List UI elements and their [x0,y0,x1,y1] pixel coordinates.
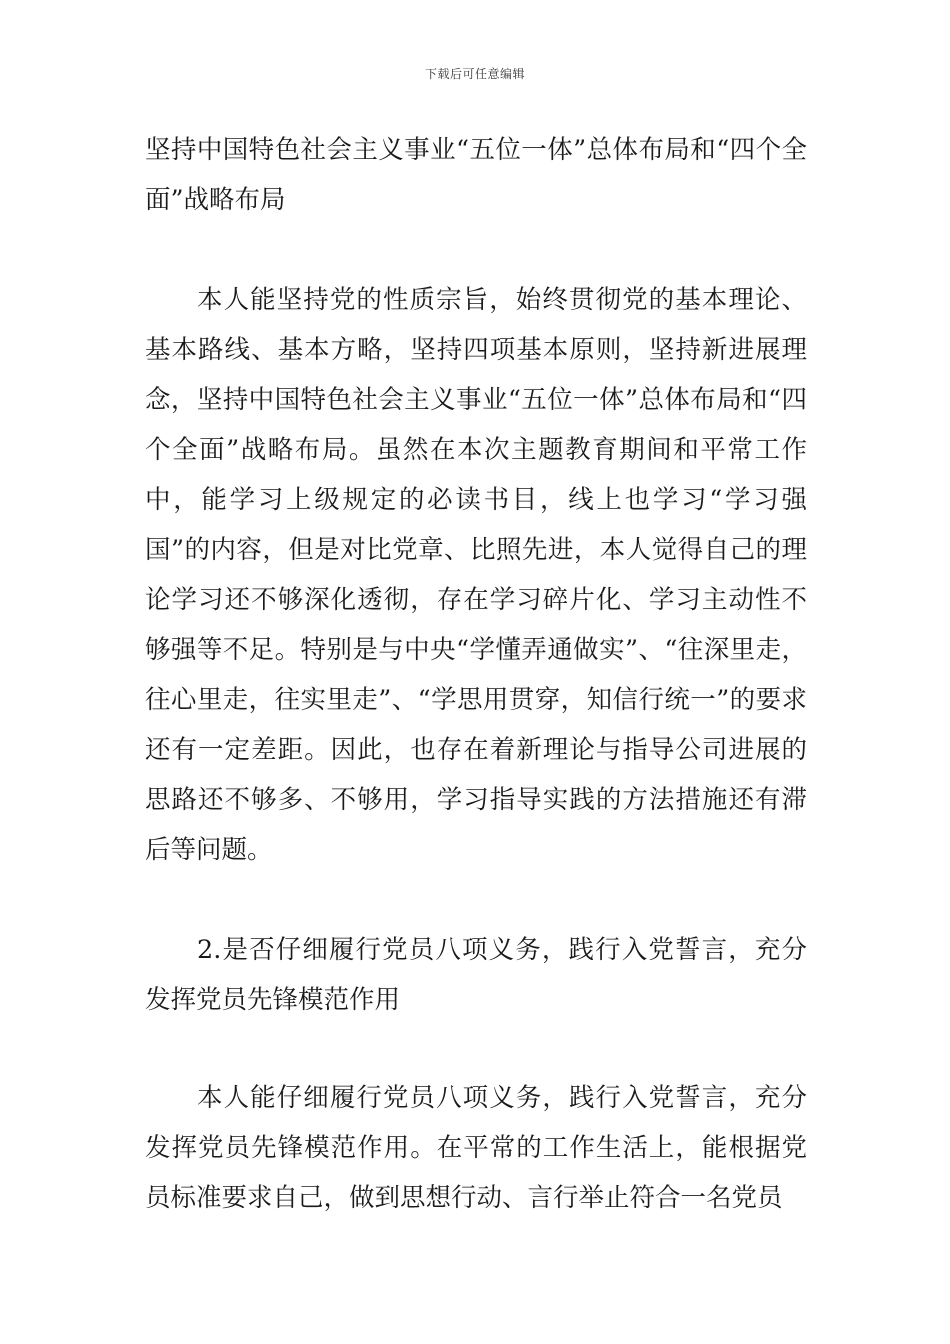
page-header-note: 下载后可任意编辑 [424,67,525,81]
heading-paragraph: 坚持中国特色社会主义事业“五位一体”总体布局和“四个全面”战略布局 [145,135,807,215]
section-heading-2: 2.是否仔细履行党员八项义务，践行入党誓言，充分发挥党员先锋模范作用 [145,935,807,1015]
body-paragraph-theory: 本人能坚持党的性质宗旨，始终贯彻党的基本理论、基本路线、基本方略，坚持四项基本原则，坚持新进展理念，坚持中国特色社会主义事业“五位一体”总体布局和“四个全面”战略布局。虽然在本次主题教育期间和平常工作中，能学习上级规定的必读书目，线上也学习“学习强国”的内容，但是对比党章、比照先进，本人觉得自己的理论学习还不够深化透彻，存在学习碎片化、学习主动性不够强等不足。特别是与中央“学懂弄通做实”、“往深里走，往心里走，往实里走”、“学思用贯穿，知信行统一”的要求还有一定差距。因此，也存在着新理论与指导公司进展的思路还不够多、不够用，学习指导实践的方法措施还有滞后等问题。 [145,285,807,865]
body-paragraph-obligations: 本人能仔细履行党员八项义务，践行入党誓言，充分发挥党员先锋模范作用。在平常的工作生活上，能根据党员标准要求自己，做到思想行动、言行举止符合一名党员 [145,1083,807,1213]
